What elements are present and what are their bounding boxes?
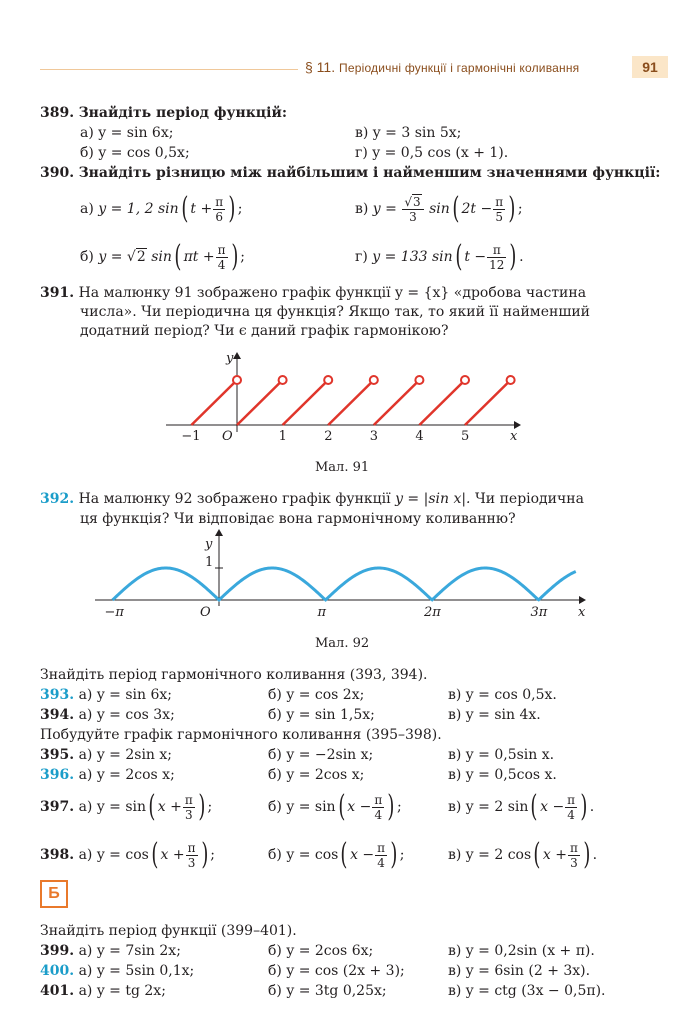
graph-segment (374, 383, 417, 425)
item-394-v: в) y = sin 4x. (448, 707, 541, 723)
fig91-y-label: y (226, 351, 234, 366)
fig92-y-label: y (205, 537, 213, 552)
problem-396: 396. а) y = 2cos x; (40, 767, 175, 783)
running-header (305, 59, 579, 75)
open-point (370, 376, 378, 384)
tick-label: 3π (530, 605, 548, 620)
tick-label: 5 (461, 429, 470, 444)
task-heading: Знайдіть період гармонічного коливання (393, 394). (40, 667, 428, 683)
item-394-b: б) y = sin 1,5x; (268, 707, 375, 723)
item-398-b: б) y = cos( x − $\frac{\pi}{4}$ ) ; (268, 837, 405, 872)
tick-label: −π (104, 605, 124, 620)
item-389-a: а) y = sin 6x; (80, 125, 174, 141)
problem-394: 394. а) y = cos 3x; (40, 707, 175, 723)
graph-segment (283, 383, 326, 425)
item-389-g: г) y = 0,5 cos (x + 1). (355, 145, 509, 161)
problem-390 (40, 164, 660, 182)
graph-segment (465, 383, 508, 425)
tick-label: 2π (424, 605, 441, 620)
problem-number: 389. (40, 105, 75, 121)
item-397-v: в) y = 2 sin( x − $\frac{\pi}{4}$ ) . (448, 789, 595, 824)
problem-397: 397. а) y = sin( x + $\frac{\pi}{3}$ ) ; (40, 789, 213, 824)
fig92-x-label: x (578, 605, 586, 620)
tick-label: −1 (181, 429, 201, 444)
item-400-v: в) y = 6sin (2 + 3x). (448, 963, 591, 979)
problem-number: 392. (40, 491, 75, 507)
tick-label: 4 (415, 429, 424, 444)
problem-text-line: числа». Чи періодична ця функція? Якщо так, то який її найменший (80, 304, 590, 320)
item-390-b: б) y = √2 sin( πt + $\frac{\pi}{4}$ ) ; (80, 239, 245, 274)
sawtooth-graph (191, 376, 514, 425)
header-title: Періодичні функції і гармонічні коливання (339, 61, 580, 75)
problem-text: Знайдіть період функцій: (78, 105, 288, 121)
open-point (461, 376, 469, 384)
tick-label: 3 (369, 429, 379, 444)
item-393-v: в) y = cos 0,5x. (448, 687, 557, 703)
graph-segment (419, 383, 462, 425)
item-390-g: г) y = 133 sin( t − $\frac{\pi}{12}$ ) . (355, 239, 524, 274)
figure-caption: Мал. 92 (315, 636, 370, 651)
open-point (507, 376, 515, 384)
item-401-v: в) y = ctg (3x − 0,5π). (448, 983, 606, 999)
problem-389 (40, 104, 287, 122)
problem-text-line: додатний період? Чи є даний графік гармонікою? (80, 323, 449, 339)
problem-393: 393. а) y = sin 6x; (40, 687, 173, 703)
item-390-v: в) y = $\frac{√3}{3}$ sin( 2t − $\frac{\pi}{5}$ ) ; (355, 191, 523, 226)
tick-label: 1 (278, 429, 287, 444)
problem-392: 392. На малюнку 92 зображено графік функції y = |sin x|. Чи періодична (40, 491, 584, 507)
graph-segment (237, 383, 280, 425)
problem-text: Знайдіть різницю між найбільшим і найменшим значеннями функції: (78, 165, 661, 181)
item-389-b: б) y = cos 0,5x; (80, 145, 190, 161)
problem-400: 400. а) y = 5sin 0,1x; (40, 963, 195, 979)
task-heading: Знайдіть період функції (399–401). (40, 923, 297, 939)
item-389-v: в) y = 3 sin 5x; (355, 125, 462, 141)
formula: y = |sin x|. (395, 491, 471, 507)
problem-401: 401. а) y = tg 2x; (40, 983, 166, 999)
item-395-b: б) y = −2sin x; (268, 747, 374, 763)
graph-segment (191, 383, 234, 425)
item-390-a: а) y = 1, 2 sin( t + $\frac{\pi}{6}$ ) ; (80, 191, 243, 226)
task-heading: Побудуйте графік гармонічного коливання (395–398). (40, 727, 442, 743)
item-397-b: б) y = sin( x − $\frac{\pi}{4}$ ) ; (268, 789, 402, 824)
graph-segment (328, 383, 371, 425)
problem-number: 391. (40, 285, 75, 301)
level-b-badge: Б (40, 880, 68, 908)
open-point (415, 376, 423, 384)
problem-text-line: На малюнку 91 зображено графік функції y = {x} «дробова частина (78, 285, 587, 301)
header-rule (40, 69, 298, 70)
item-400-b: б) y = cos (2x + 3); (268, 963, 405, 979)
item-401-b: б) y = 3tg 0,25x; (268, 983, 387, 999)
item-398-v: в) y = 2 cos( x + $\frac{\pi}{3}$ ) . (448, 837, 598, 872)
item-399-b: б) y = 2cos 6x; (268, 943, 374, 959)
tick-label: 2 (324, 429, 333, 444)
problem-number: 390. (40, 165, 75, 181)
fig91-x-label: x (510, 429, 518, 444)
open-point (233, 376, 241, 384)
problem-text-line: ця функція? Чи відповідає вона гармонічному коливанню? (80, 511, 516, 527)
header-section: § 11. (305, 59, 336, 75)
problem-395: 395. а) y = 2sin x; (40, 747, 173, 763)
fig92-one-label: 1 (205, 555, 214, 570)
fig92-origin: O (200, 605, 211, 620)
problem-399: 399. а) y = 7sin 2x; (40, 943, 181, 959)
open-point (279, 376, 287, 384)
abs-sine-graph (113, 568, 576, 600)
item-396-b: б) y = 2cos x; (268, 767, 365, 783)
tick-label: π (317, 605, 327, 620)
item-399-v: в) y = 0,2sin (x + π). (448, 943, 595, 959)
item-395-v: в) y = 0,5sin x. (448, 747, 555, 763)
item-396-v: в) y = 0,5cos x. (448, 767, 557, 783)
open-point (324, 376, 332, 384)
problem-398: 398. а) y = cos( x + $\frac{\pi}{3}$ ) ; (40, 837, 215, 872)
figure-caption: Мал. 91 (315, 460, 370, 475)
item-393-b: б) y = cos 2x; (268, 687, 365, 703)
problem-391 (40, 284, 586, 302)
fig91-origin: O (222, 429, 233, 444)
page-number: 91 (632, 56, 668, 78)
